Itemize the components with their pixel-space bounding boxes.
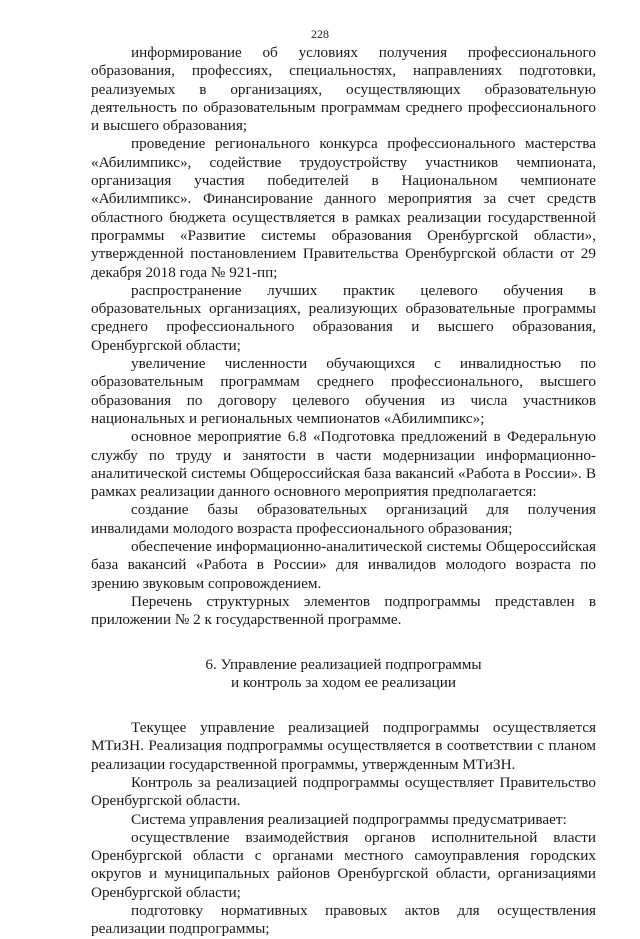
page-number: 228 — [311, 27, 329, 41]
paragraph: Перечень структурных элементов подпрограммы представлен в приложении № 2 к государственной программе. — [91, 592, 596, 629]
paragraph: создание базы образовательных организаций для получения инвалидами молодого возраста профессионального образования; — [91, 501, 596, 537]
paragraph: проведение регионального конкурса профессионального мастерства «Абилимпикс», содействие трудоустройству участников чемпионата, организация участия победителей в Национальном чемпионате «Абилимпикс». Финансирование данного мероприятия за счет средств областного бюджета осуществляется в рамках реализации государственной программы «Развитие системы образования Оренбургской области», утвержденной постановлением Правительства Оренбургской области от 29 декабря 2018 года № 921-пп; — [91, 135, 596, 281]
paragraph: распространение лучших практик целевого обучения в образовательных организациях, реализующих образовательные программы среднего профессионального образования и высшего образования, Оренбургской области; — [91, 281, 596, 354]
document-body — [91, 44, 596, 939]
paragraph: Контроль за реализацией подпрограммы осуществляет Правительство Оренбургской области. — [91, 773, 596, 810]
section-heading — [91, 656, 596, 693]
paragraph: информирование об условиях получения профессионального образования, профессиях, специальностях, направлениях подготовки, реализуемых в организациях, осуществляющих образовательную деятельность по образовательным программам среднего профессионального и высшего образования; — [91, 44, 596, 135]
section-heading-line: и контроль за ходом ее реализации — [230, 673, 456, 691]
section-heading-line: 6. Управление реализацией подпрограммы — [205, 655, 482, 673]
paragraph: основное мероприятие 6.8 «Подготовка предложений в Федеральную службу по труду и занятости в части модернизации информационно-аналитической системы Общероссийская база вакансий «Работа в России». В рамках реализации данного основного мероприятия предполагается: — [91, 428, 596, 501]
paragraph: осуществление взаимодействия органов исполнительной власти Оренбургской области с органами местного самоуправления городских округов и муниципальных районов Оренбургской области, организациями Оренбургской области; — [91, 828, 596, 901]
paragraph: подготовку нормативных правовых актов для осуществления реализации подпрограммы; — [91, 902, 596, 938]
paragraph: Текущее управление реализацией подпрограммы осуществляется МТиЗН. Реализация подпрограммы осуществляется в соответствии с планом реализации государственной программы, утвержденным МТиЗН. — [91, 719, 596, 773]
paragraph: увеличение численности обучающихся с инвалидностью по образовательным программам среднего профессионального, высшего образования по договору целевого обучения из числа участников национальных и региональных чемпионатов «Абилимпикс»; — [91, 355, 596, 427]
paragraph: Система управления реализацией подпрограммы предусматривает: — [131, 810, 567, 828]
paragraph: обеспечение информационно-аналитической системы Общероссийская база вакансий «Работа в России» для инвалидов молодого возраста по зрению звуковым сопровождением. — [91, 538, 596, 592]
